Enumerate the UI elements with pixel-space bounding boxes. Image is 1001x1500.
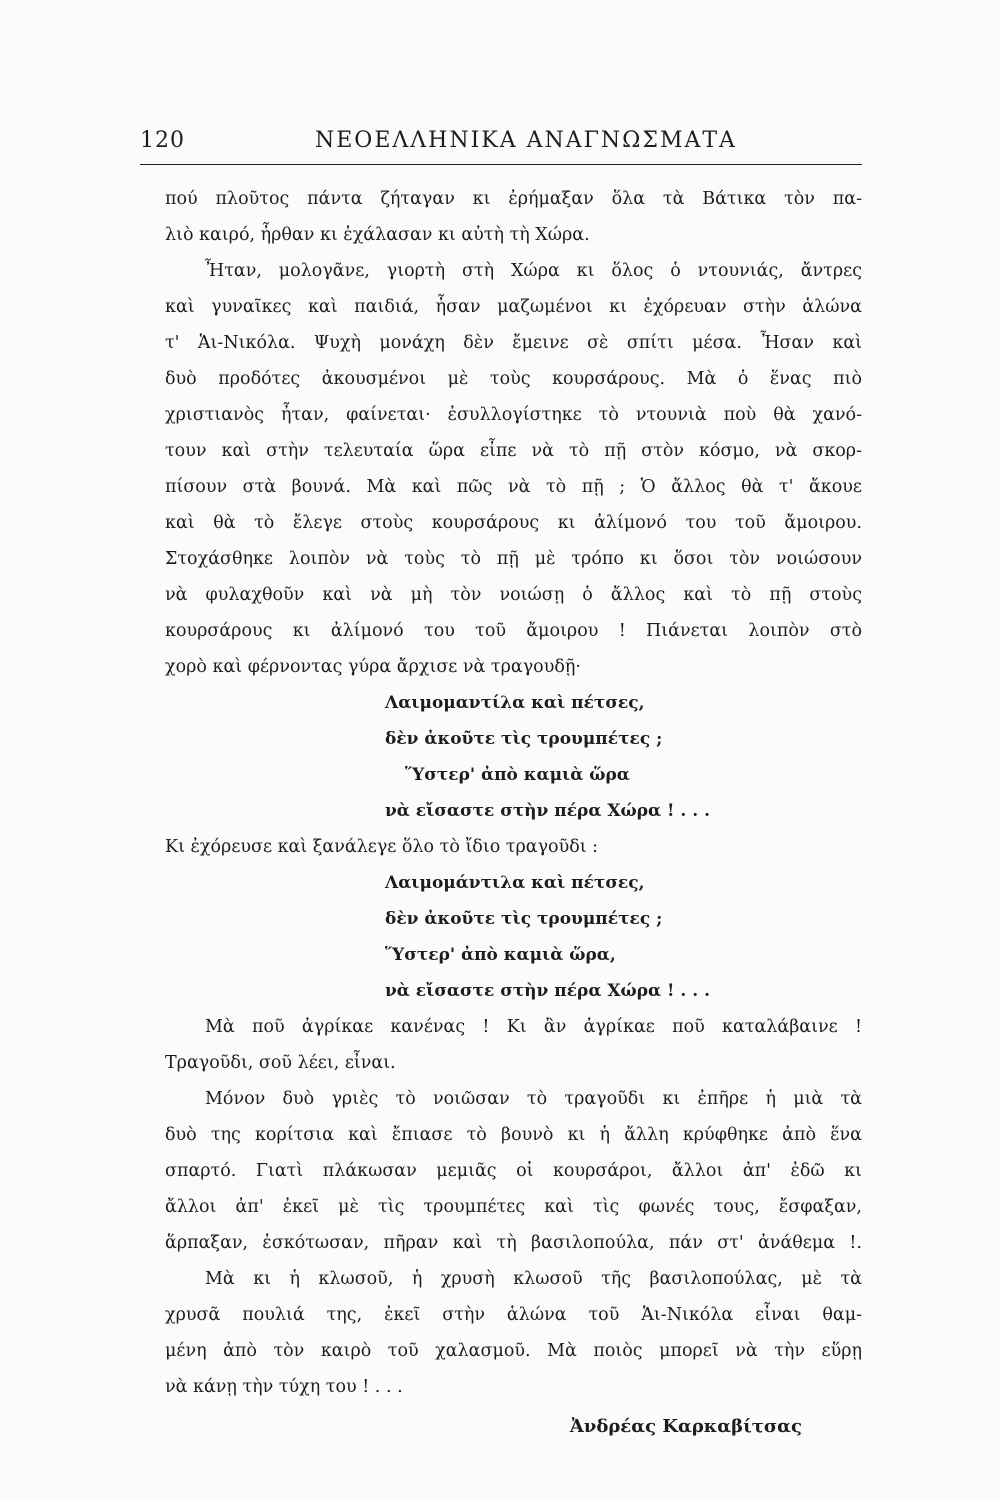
verse-line: Λαιμομάντιλα καὶ πέτσες,	[385, 873, 645, 893]
verse-line: Λαιμομαντίλα καὶ πέτσες,	[385, 693, 645, 713]
verse-line: Ὕστερ' ἀπὸ καμιὰ ὥρα	[405, 765, 630, 785]
text-line: δυὸ προδότες ἀκουσμένοι μὲ τοὺς κουρσάρους. Μὰ ὁ ἕνας πιὸ	[165, 369, 862, 389]
text-line: καὶ γυναῖκες καὶ παιδιά, ἦσαν μαζωμένοι κι ἐχόρευαν στὴν ἁλώνα	[165, 297, 862, 317]
author-signature: Ἀνδρέας Καρκαβίτσας	[569, 1416, 802, 1437]
text-line: τ' Ἁι-Νικόλα. Ψυχὴ μονάχη δὲν ἔμεινε σὲ σπίτι μέσα. Ἦσαν καὶ	[165, 333, 862, 353]
text-line: χριστιανὸς ἦταν, φαίνεται· ἐσυλλογίστηκε τὸ ντουνιὰ ποὺ θὰ χανό-	[165, 405, 862, 425]
text-line: Στοχάσθηκε λοιπὸν νὰ τοὺς τὸ πῇ μὲ τρόπο κι ὅσοι τὸν νοιώσουν	[165, 549, 862, 569]
text-line: νὰ κάνῃ τὴν τύχη του ! . . .	[165, 1377, 403, 1397]
text-line: τουν καὶ στὴν τελευταία ὥρα εἶπε νὰ τὸ πῇ στὸν κόσμο, νὰ σκορ-	[165, 441, 862, 461]
text-line: νὰ φυλαχθοῦν καὶ νὰ μὴ τὸν νοιώσῃ ὁ ἄλλος καὶ τὸ πῇ στοὺς	[165, 585, 862, 605]
text-line: Μὰ κι ἡ κλωσοῦ, ἡ χρυσὴ κλωσοῦ τῆς βασιλοπούλας, μὲ τὰ	[205, 1269, 862, 1289]
text-line: Μὰ ποῦ ἀγρίκαε κανένας ! Κι ἂν ἀγρίκαε ποῦ καταλάβαινε !	[205, 1017, 862, 1037]
text-line: χορὸ καὶ φέρνοντας γύρα ἄρχισε νὰ τραγουδῇ·	[165, 657, 581, 677]
verse-line: νὰ εἴσαστε στὴν πέρα Χώρα ! . . .	[385, 801, 710, 821]
text-line: ἄλλοι ἀπ' ἐκεῖ μὲ τὶς τρουμπέτες καὶ τὶς φωνές τους, ἔσφαξαν,	[165, 1197, 862, 1217]
verse-line: δὲν ἀκοῦτε τὶς τρουμπέτες ;	[385, 729, 663, 749]
text-line: μένη ἀπὸ τὸν καιρὸ τοῦ χαλασμοῦ. Μὰ ποιὸς μπορεῖ νὰ τὴν εὕρῃ	[165, 1341, 862, 1361]
text-line: πού πλοῦτος πάντα ζήταγαν κι ἐρήμαξαν ὅλα τὰ Βάτικα τὸν πα-	[165, 189, 862, 209]
text-line: δυὸ της κορίτσια καὶ ἔπιασε τὸ βουνὸ κι ἡ ἄλλη κρύφθηκε ἀπὸ ἕνα	[165, 1125, 862, 1145]
text-line: σπαρτό. Γιατὶ πλάκωσαν μεμιᾶς οἱ κουρσάροι, ἄλλοι ἀπ' ἐδῶ κι	[165, 1161, 862, 1181]
text-line: ἅρπαξαν, ἐσκότωσαν, πῆραν καὶ τὴ βασιλοπούλα, πάν στ' ἀνάθεμα !.	[165, 1233, 862, 1253]
text-line: Τραγοῦδι, σοῦ λέει, εἶναι.	[165, 1053, 396, 1073]
text-line: χρυσᾶ πουλιά της, ἐκεῖ στὴν ἁλώνα τοῦ Ἁι-Νικόλα εἶναι θαμ-	[165, 1305, 862, 1325]
text-line: πίσουν στὰ βουνά. Μὰ καὶ πῶς νὰ τὸ πῇ ; Ὁ ἄλλος θὰ τ' ἄκουε	[165, 477, 862, 497]
text-line: Ἦταν, μολογᾶνε, γιορτὴ στὴ Χώρα κι ὅλος ὁ ντουνιάς, ἄντρες	[205, 261, 862, 281]
running-title: ΝΕΟΕΛΛΗΝΙΚΑ ΑΝΑΓΝΩΣΜΑΤΑ	[315, 128, 737, 153]
verse-line: δὲν ἀκοῦτε τὶς τρουμπέτες ;	[385, 909, 663, 929]
text-line: κουρσάρους κι ἀλίμονό του τοῦ ἄμοιρου ! Πιάνεται λοιπὸν στὸ	[165, 621, 862, 641]
page-header	[140, 124, 862, 158]
page-number: 120	[140, 128, 185, 153]
verse-line: νὰ εἴσαστε στὴν πέρα Χώρα ! . . .	[385, 981, 710, 1001]
text-line: καὶ θὰ τὸ ἔλεγε στοὺς κουρσάρους κι ἀλίμονό του τοῦ ἄμοιρου.	[165, 513, 862, 533]
header-rule	[140, 164, 862, 165]
text-line: λιὸ καιρό, ἦρθαν κι ἐχάλασαν κι αὐτὴ τὴ Χώρα.	[165, 225, 590, 245]
text-line: Κι ἐχόρευσε καὶ ξανάλεγε ὅλο τὸ ἴδιο τραγοῦδι :	[165, 837, 599, 857]
body-text	[165, 181, 862, 1445]
text-line: Μόνον δυὸ γριὲς τὸ νοιῶσαν τὸ τραγοῦδι κι ἐπῆρε ἡ μιὰ τὰ	[205, 1089, 862, 1109]
verse-line: Ὕστερ' ἀπὸ καμιὰ ὥρα,	[385, 945, 616, 965]
